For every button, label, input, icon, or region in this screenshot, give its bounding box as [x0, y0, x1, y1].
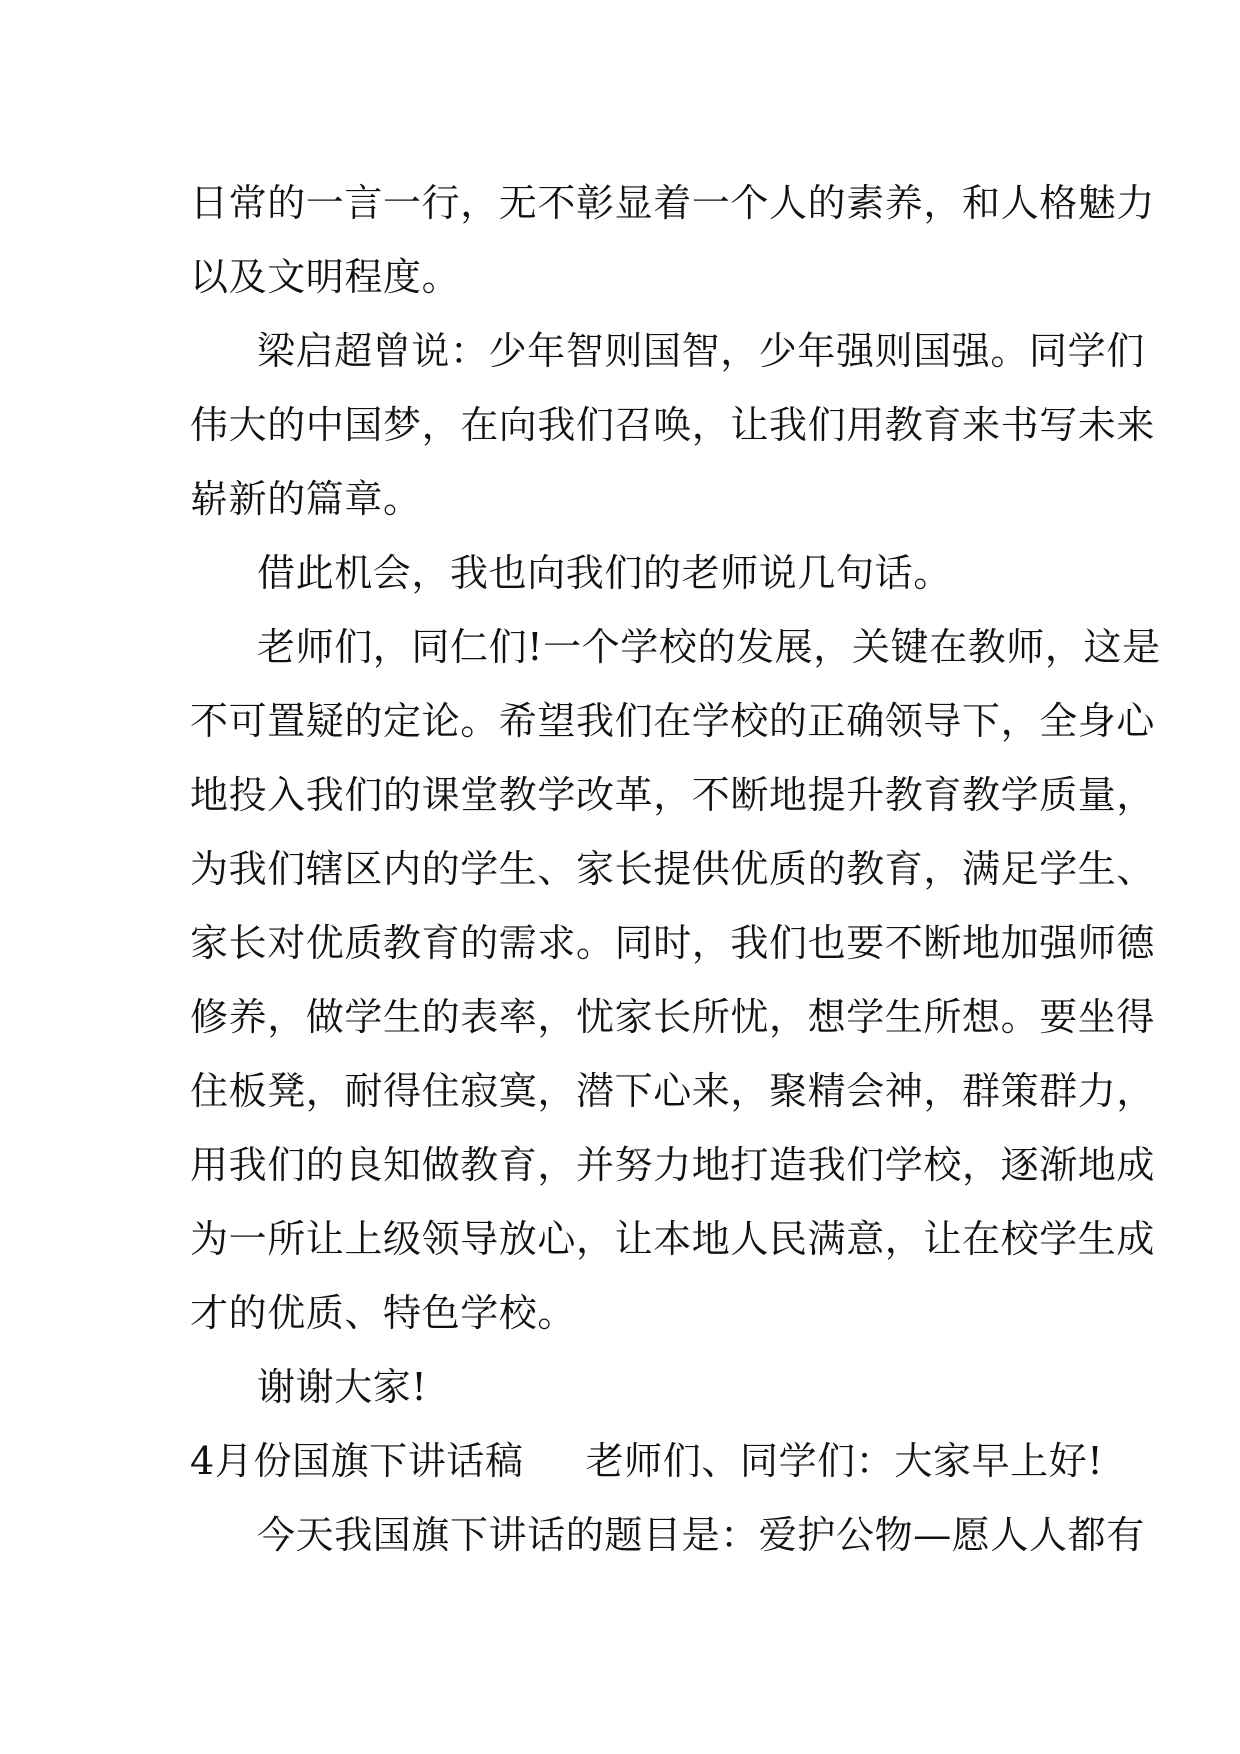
text-line: 日常的一言一行，无不彰显着一个人的素养，和人格魅力: [190, 181, 1156, 225]
text-line: 谢谢大家!: [257, 1365, 428, 1409]
text-line: 地投入我们的课堂教学改革，不断地提升教育教学质量，: [190, 773, 1156, 817]
heading-line: [190, 1436, 1104, 1486]
text-line: 今天我国旗下讲话的题目是：爱护公物—愿人人都有: [257, 1513, 1145, 1557]
text-line: 梁启超曾说：少年智则国智，少年强则国强。同学们: [257, 329, 1145, 373]
text-line: 老师们，同仁们!一个学校的发展，关键在教师，这是: [257, 625, 1161, 669]
text-line: 修养，做学生的表率，忧家长所忧，想学生所想。要坐得: [190, 995, 1156, 1039]
text-line: 为一所让上级领导放心，让本地人民满意，让在校学生成: [190, 1217, 1156, 1261]
text-line: 住板凳，耐得住寂寞，潜下心来，聚精会神，群策群力，: [190, 1069, 1156, 1113]
text-line: 崭新的篇章。: [190, 477, 422, 521]
text-line: 以及文明程度。: [190, 255, 461, 299]
text-line: 借此机会，我也向我们的老师说几句话。: [257, 551, 952, 595]
text-line: 为我们辖区内的学生、家长提供优质的教育，满足学生、: [190, 847, 1156, 891]
text-line: 才的优质、特色学校。: [190, 1291, 577, 1335]
text-line: 用我们的良知做教育，并努力地打造我们学校，逐渐地成: [190, 1143, 1156, 1187]
text-line: 伟大的中国梦，在向我们召唤，让我们用教育来书写未来: [190, 403, 1156, 447]
text-line: 不可置疑的定论。希望我们在学校的正确领导下，全身心: [190, 699, 1156, 743]
speech-greeting: 老师们、同学们：大家早上好!: [585, 1439, 1104, 1483]
speech-title: 4月份国旗下讲话稿: [190, 1439, 524, 1483]
text-line: 家长对优质教育的需求。同时，我们也要不断地加强师德: [190, 921, 1156, 965]
